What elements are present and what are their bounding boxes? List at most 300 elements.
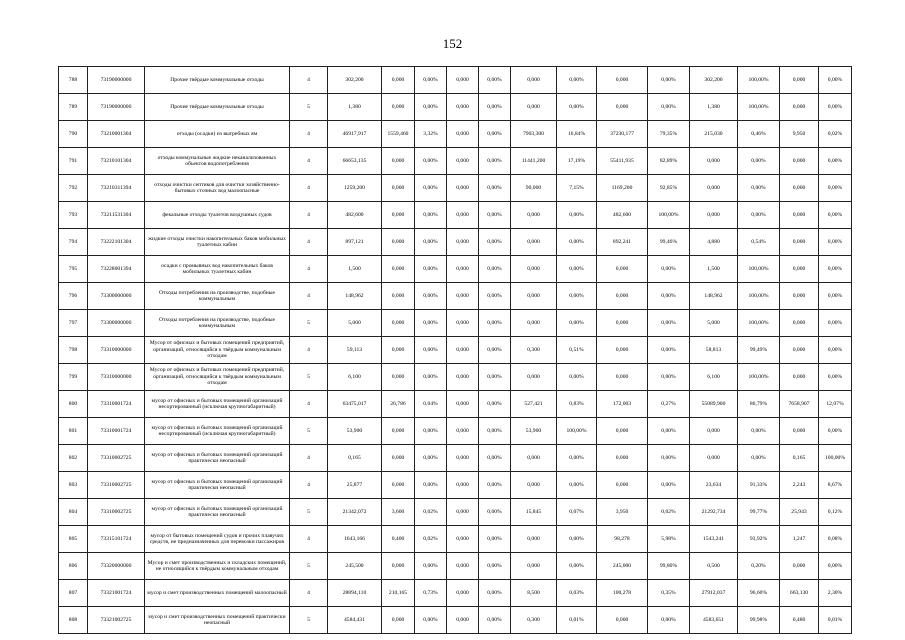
row-number-cell: 795 bbox=[59, 256, 88, 283]
amount-5-cell: 0,000 bbox=[597, 445, 648, 472]
percent-5-cell: 0,00% bbox=[648, 256, 690, 283]
amount-4-cell: 15,845 bbox=[511, 499, 557, 526]
percent-6-cell: 0,00% bbox=[738, 418, 780, 445]
percent-3-cell: 0,00% bbox=[479, 418, 511, 445]
percent-5-cell: 82,89% bbox=[648, 148, 690, 175]
waste-name-cell: мусор от бытовых помещений судов и прочих плавучих средств, не предназначенных для перевозки пассажиров bbox=[145, 526, 290, 553]
amount-4-cell: 8,500 bbox=[511, 580, 557, 607]
waste-name-cell: Мусор и смет производственных и складских помещений, не относящийся к твёрдым коммунальным отходам bbox=[145, 553, 290, 580]
percent-6-cell: 0,00% bbox=[738, 445, 780, 472]
percent-2-cell: 0,00% bbox=[415, 256, 447, 283]
percent-6-cell: 100,00% bbox=[738, 310, 780, 337]
waste-code-cell: 73310001724 bbox=[88, 391, 145, 418]
percent-3-cell: 0,00% bbox=[479, 337, 511, 364]
amount-4-cell: 0,000 bbox=[511, 553, 557, 580]
amount-3-cell: 0,000 bbox=[447, 607, 479, 634]
percent-7-cell: 0,00% bbox=[819, 67, 852, 94]
percent-6-cell: 0,00% bbox=[738, 148, 780, 175]
amount-6-cell: 0,000 bbox=[690, 445, 738, 472]
percent-5-cell: 0,00% bbox=[648, 283, 690, 310]
percent-3-cell: 0,00% bbox=[479, 67, 511, 94]
percent-2-cell: 0,00% bbox=[415, 175, 447, 202]
amount-3-cell: 0,000 bbox=[447, 67, 479, 94]
percent-3-cell: 0,00% bbox=[479, 526, 511, 553]
percent-5-cell: 0,00% bbox=[648, 418, 690, 445]
hazard-class-cell: 4 bbox=[290, 175, 328, 202]
amount-7-cell: 0,000 bbox=[780, 553, 819, 580]
amount-3-cell: 0,000 bbox=[447, 418, 479, 445]
amount-7-cell: 0,000 bbox=[780, 283, 819, 310]
percent-3-cell: 0,00% bbox=[479, 472, 511, 499]
percent-3-cell: 0,00% bbox=[479, 94, 511, 121]
total-amount-cell: 897,121 bbox=[328, 229, 382, 256]
percent-2-cell: 0,00% bbox=[415, 553, 447, 580]
amount-7-cell: 0,000 bbox=[780, 337, 819, 364]
waste-code-cell: 73321002725 bbox=[88, 607, 145, 634]
row-number-cell: 805 bbox=[59, 526, 88, 553]
total-amount-cell: 302,200 bbox=[328, 67, 382, 94]
amount-7-cell: 25,943 bbox=[780, 499, 819, 526]
row-number-cell: 794 bbox=[59, 229, 88, 256]
hazard-class-cell: 5 bbox=[290, 553, 328, 580]
percent-5-cell: 0,00% bbox=[648, 445, 690, 472]
amount-3-cell: 0,000 bbox=[447, 553, 479, 580]
hazard-class-cell: 4 bbox=[290, 445, 328, 472]
total-amount-cell: 21342,072 bbox=[328, 499, 382, 526]
percent-4-cell: 0,00% bbox=[557, 229, 597, 256]
percent-6-cell: 0,54% bbox=[738, 229, 780, 256]
amount-7-cell: 0,000 bbox=[780, 148, 819, 175]
percent-5-cell: 99,46% bbox=[648, 229, 690, 256]
waste-table bbox=[58, 66, 852, 634]
amount-6-cell: 55089,900 bbox=[690, 391, 738, 418]
percent-5-cell: 0,00% bbox=[648, 310, 690, 337]
waste-name-cell: мусор от офисных и бытовых помещений организаций практически неопасный bbox=[145, 499, 290, 526]
waste-name-cell: Мусор от офисных и бытовых помещений предприятий, организаций, относящийся к твёрдым коммунальным отходам bbox=[145, 337, 290, 364]
amount-3-cell: 0,000 bbox=[447, 256, 479, 283]
table-row bbox=[59, 472, 852, 499]
row-number-cell: 793 bbox=[59, 202, 88, 229]
amount-3-cell: 0,000 bbox=[447, 94, 479, 121]
percent-2-cell: 3,32% bbox=[415, 121, 447, 148]
percent-6-cell: 96,60% bbox=[738, 580, 780, 607]
percent-7-cell: 0,00% bbox=[819, 148, 852, 175]
amount-5-cell: 0,000 bbox=[597, 256, 648, 283]
amount-2-cell: 26,786 bbox=[382, 391, 415, 418]
percent-5-cell: 0,35% bbox=[648, 580, 690, 607]
percent-2-cell: 0,00% bbox=[415, 337, 447, 364]
amount-5-cell: 55411,935 bbox=[597, 148, 648, 175]
amount-6-cell: 0,000 bbox=[690, 175, 738, 202]
percent-3-cell: 0,00% bbox=[479, 607, 511, 634]
waste-name-cell: фекальные отходы туалетов воздушных судов bbox=[145, 202, 290, 229]
row-number-cell: 803 bbox=[59, 472, 88, 499]
percent-4-cell: 100,00% bbox=[557, 418, 597, 445]
percent-6-cell: 0,00% bbox=[738, 202, 780, 229]
hazard-class-cell: 4 bbox=[290, 472, 328, 499]
row-number-cell: 792 bbox=[59, 175, 88, 202]
percent-2-cell: 0,00% bbox=[415, 364, 447, 391]
percent-4-cell: 0,83% bbox=[557, 391, 597, 418]
amount-2-cell: 0,000 bbox=[382, 283, 415, 310]
waste-name-cell: отходы коммунальные жидкие неканализованных объектов водопотребления bbox=[145, 148, 290, 175]
amount-4-cell: 527,421 bbox=[511, 391, 557, 418]
amount-7-cell: 663,130 bbox=[780, 580, 819, 607]
amount-5-cell: 245,000 bbox=[597, 553, 648, 580]
hazard-class-cell: 4 bbox=[290, 337, 328, 364]
table-row bbox=[59, 418, 852, 445]
percent-3-cell: 0,00% bbox=[479, 148, 511, 175]
percent-5-cell: 0,00% bbox=[648, 67, 690, 94]
percent-7-cell: 0,00% bbox=[819, 364, 852, 391]
percent-3-cell: 0,00% bbox=[479, 256, 511, 283]
waste-name-cell: Прочие твёрдые коммунальные отходы bbox=[145, 67, 290, 94]
amount-5-cell: 0,000 bbox=[597, 283, 648, 310]
row-number-cell: 801 bbox=[59, 418, 88, 445]
amount-4-cell: 0,000 bbox=[511, 472, 557, 499]
total-amount-cell: 4584,431 bbox=[328, 607, 382, 634]
percent-7-cell: 0,00% bbox=[819, 256, 852, 283]
amount-2-cell: 0,000 bbox=[382, 445, 415, 472]
amount-4-cell: 0,000 bbox=[511, 445, 557, 472]
percent-7-cell: 0,01% bbox=[819, 607, 852, 634]
row-number-cell: 791 bbox=[59, 148, 88, 175]
amount-5-cell: 37230,177 bbox=[597, 121, 648, 148]
percent-5-cell: 5,98% bbox=[648, 526, 690, 553]
percent-4-cell: 0,01% bbox=[557, 607, 597, 634]
amount-2-cell: 0,000 bbox=[382, 337, 415, 364]
amount-2-cell: 0,000 bbox=[382, 418, 415, 445]
amount-7-cell: 0,000 bbox=[780, 310, 819, 337]
amount-4-cell: 11441,200 bbox=[511, 148, 557, 175]
amount-4-cell: 0,000 bbox=[511, 256, 557, 283]
amount-2-cell: 0,000 bbox=[382, 607, 415, 634]
hazard-class-cell: 4 bbox=[290, 67, 328, 94]
amount-7-cell: 0,000 bbox=[780, 67, 819, 94]
total-amount-cell: 59,113 bbox=[328, 337, 382, 364]
amount-6-cell: 4583,651 bbox=[690, 607, 738, 634]
total-amount-cell: 25,877 bbox=[328, 472, 382, 499]
percent-7-cell: 0,00% bbox=[819, 418, 852, 445]
hazard-class-cell: 4 bbox=[290, 283, 328, 310]
amount-2-cell: 210,165 bbox=[382, 580, 415, 607]
amount-6-cell: 1,500 bbox=[690, 256, 738, 283]
amount-4-cell: 7903,300 bbox=[511, 121, 557, 148]
amount-5-cell: 0,000 bbox=[597, 472, 648, 499]
row-number-cell: 807 bbox=[59, 580, 88, 607]
percent-6-cell: 99,98% bbox=[738, 607, 780, 634]
percent-4-cell: 0,51% bbox=[557, 337, 597, 364]
amount-7-cell: 2,243 bbox=[780, 472, 819, 499]
row-number-cell: 806 bbox=[59, 553, 88, 580]
total-amount-cell: 245,500 bbox=[328, 553, 382, 580]
amount-4-cell: 0,300 bbox=[511, 337, 557, 364]
row-number-cell: 788 bbox=[59, 67, 88, 94]
waste-name-cell: Мусор от офисных и бытовых помещений предприятий, организаций, относящийся к твёрдым коммунальным отходам bbox=[145, 364, 290, 391]
amount-7-cell: 0,480 bbox=[780, 607, 819, 634]
percent-4-cell: 16,84% bbox=[557, 121, 597, 148]
percent-4-cell: 0,00% bbox=[557, 94, 597, 121]
percent-4-cell: 0,07% bbox=[557, 499, 597, 526]
percent-7-cell: 12,07% bbox=[819, 391, 852, 418]
total-amount-cell: 148,962 bbox=[328, 283, 382, 310]
amount-2-cell: 0,000 bbox=[382, 310, 415, 337]
table-row bbox=[59, 229, 852, 256]
percent-3-cell: 0,00% bbox=[479, 553, 511, 580]
percent-6-cell: 100,00% bbox=[738, 283, 780, 310]
percent-6-cell: 93,92% bbox=[738, 526, 780, 553]
row-number-cell: 800 bbox=[59, 391, 88, 418]
amount-2-cell: 1559,460 bbox=[382, 121, 415, 148]
hazard-class-cell: 4 bbox=[290, 148, 328, 175]
percent-7-cell: 0,00% bbox=[819, 337, 852, 364]
waste-name-cell: жидкие отходы очистки накопительных баков мобильных туалетных кабин bbox=[145, 229, 290, 256]
percent-2-cell: 0,02% bbox=[415, 526, 447, 553]
percent-7-cell: 0,00% bbox=[819, 229, 852, 256]
percent-5-cell: 100,00% bbox=[648, 202, 690, 229]
percent-2-cell: 0,02% bbox=[415, 499, 447, 526]
amount-4-cell: 0,000 bbox=[511, 229, 557, 256]
waste-name-cell: Прочие твёрдые коммунальные отходы bbox=[145, 94, 290, 121]
percent-6-cell: 100,00% bbox=[738, 67, 780, 94]
percent-4-cell: 0,00% bbox=[557, 283, 597, 310]
table-row bbox=[59, 553, 852, 580]
percent-7-cell: 0,00% bbox=[819, 283, 852, 310]
percent-5-cell: 0,02% bbox=[648, 499, 690, 526]
percent-2-cell: 0,00% bbox=[415, 418, 447, 445]
percent-2-cell: 0,04% bbox=[415, 391, 447, 418]
amount-5-cell: 0,000 bbox=[597, 607, 648, 634]
hazard-class-cell: 4 bbox=[290, 121, 328, 148]
percent-2-cell: 0,73% bbox=[415, 580, 447, 607]
waste-name-cell: осадки с промывных вод накопительных баков мобильных туалетных кабин bbox=[145, 256, 290, 283]
total-amount-cell: 0,165 bbox=[328, 445, 382, 472]
table-row bbox=[59, 175, 852, 202]
waste-code-cell: 73315101724 bbox=[88, 526, 145, 553]
amount-3-cell: 0,000 bbox=[447, 445, 479, 472]
hazard-class-cell: 4 bbox=[290, 256, 328, 283]
percent-4-cell: 7,15% bbox=[557, 175, 597, 202]
amount-2-cell: 3,600 bbox=[382, 499, 415, 526]
amount-2-cell: 0,000 bbox=[382, 229, 415, 256]
amount-6-cell: 0,000 bbox=[690, 148, 738, 175]
percent-4-cell: 0,00% bbox=[557, 364, 597, 391]
amount-6-cell: 4,880 bbox=[690, 229, 738, 256]
percent-7-cell: 100,00% bbox=[819, 445, 852, 472]
percent-6-cell: 99,77% bbox=[738, 499, 780, 526]
amount-5-cell: 98,278 bbox=[597, 526, 648, 553]
row-number-cell: 797 bbox=[59, 310, 88, 337]
waste-code-cell: 73310000000 bbox=[88, 337, 145, 364]
amount-3-cell: 0,000 bbox=[447, 310, 479, 337]
table-row bbox=[59, 580, 852, 607]
waste-code-cell: 73310002725 bbox=[88, 472, 145, 499]
total-amount-cell: 482,600 bbox=[328, 202, 382, 229]
amount-3-cell: 0,000 bbox=[447, 229, 479, 256]
amount-6-cell: 148,962 bbox=[690, 283, 738, 310]
amount-7-cell: 9,950 bbox=[780, 121, 819, 148]
waste-code-cell: 73210311394 bbox=[88, 175, 145, 202]
percent-2-cell: 0,00% bbox=[415, 472, 447, 499]
hazard-class-cell: 5 bbox=[290, 418, 328, 445]
table-row bbox=[59, 121, 852, 148]
hazard-class-cell: 4 bbox=[290, 526, 328, 553]
amount-7-cell: 7658,907 bbox=[780, 391, 819, 418]
percent-2-cell: 0,00% bbox=[415, 445, 447, 472]
amount-2-cell: 0,000 bbox=[382, 256, 415, 283]
amount-2-cell: 0,000 bbox=[382, 67, 415, 94]
percent-2-cell: 0,00% bbox=[415, 607, 447, 634]
hazard-class-cell: 5 bbox=[290, 94, 328, 121]
percent-4-cell: 17,19% bbox=[557, 148, 597, 175]
hazard-class-cell: 5 bbox=[290, 499, 328, 526]
amount-4-cell: 53,900 bbox=[511, 418, 557, 445]
table-row bbox=[59, 202, 852, 229]
table-row bbox=[59, 256, 852, 283]
row-number-cell: 802 bbox=[59, 445, 88, 472]
amount-7-cell: 0,000 bbox=[780, 364, 819, 391]
percent-5-cell: 0,00% bbox=[648, 364, 690, 391]
amount-5-cell: 0,000 bbox=[597, 364, 648, 391]
percent-4-cell: 0,00% bbox=[557, 256, 597, 283]
hazard-class-cell: 5 bbox=[290, 364, 328, 391]
row-number-cell: 789 bbox=[59, 94, 88, 121]
waste-code-cell: 73190000000 bbox=[88, 94, 145, 121]
amount-6-cell: 6,100 bbox=[690, 364, 738, 391]
amount-7-cell: 0,000 bbox=[780, 229, 819, 256]
table-row bbox=[59, 283, 852, 310]
percent-3-cell: 0,00% bbox=[479, 391, 511, 418]
percent-3-cell: 0,00% bbox=[479, 229, 511, 256]
total-amount-cell: 1,380 bbox=[328, 94, 382, 121]
percent-7-cell: 0,00% bbox=[819, 175, 852, 202]
hazard-class-cell: 4 bbox=[290, 580, 328, 607]
waste-code-cell: 73210001304 bbox=[88, 121, 145, 148]
amount-7-cell: 1,247 bbox=[780, 526, 819, 553]
percent-3-cell: 0,00% bbox=[479, 580, 511, 607]
amount-6-cell: 0,000 bbox=[690, 202, 738, 229]
total-amount-cell: 6,100 bbox=[328, 364, 382, 391]
waste-code-cell: 73310002725 bbox=[88, 499, 145, 526]
waste-name-cell: мусор от офисных и бытовых помещений организаций несортированный (исключая крупногабаритный) bbox=[145, 391, 290, 418]
amount-4-cell: 0,000 bbox=[511, 94, 557, 121]
waste-name-cell: мусор от офисных и бытовых помещений организаций практически неопасный bbox=[145, 445, 290, 472]
waste-code-cell: 73310000000 bbox=[88, 364, 145, 391]
percent-3-cell: 0,00% bbox=[479, 364, 511, 391]
amount-7-cell: 0,000 bbox=[780, 94, 819, 121]
amount-5-cell: 892,241 bbox=[597, 229, 648, 256]
amount-4-cell: 0,000 bbox=[511, 202, 557, 229]
amount-6-cell: 5,000 bbox=[690, 310, 738, 337]
percent-2-cell: 0,00% bbox=[415, 148, 447, 175]
percent-6-cell: 0,46% bbox=[738, 121, 780, 148]
waste-code-cell: 73310001724 bbox=[88, 418, 145, 445]
total-amount-cell: 28894,110 bbox=[328, 580, 382, 607]
amount-2-cell: 0,000 bbox=[382, 175, 415, 202]
amount-5-cell: 482,600 bbox=[597, 202, 648, 229]
amount-7-cell: 0,000 bbox=[780, 175, 819, 202]
waste-name-cell: отходы очистки септиков для очистки хозяйственно-бытовых сточных вод малоопасные bbox=[145, 175, 290, 202]
waste-code-cell: 73300000000 bbox=[88, 283, 145, 310]
percent-4-cell: 0,00% bbox=[557, 202, 597, 229]
amount-6-cell: 1543,241 bbox=[690, 526, 738, 553]
percent-4-cell: 0,00% bbox=[557, 526, 597, 553]
total-amount-cell: 53,900 bbox=[328, 418, 382, 445]
amount-6-cell: 27912,037 bbox=[690, 580, 738, 607]
amount-5-cell: 0,000 bbox=[597, 94, 648, 121]
percent-2-cell: 0,00% bbox=[415, 229, 447, 256]
waste-name-cell: мусор от офисных и бытовых помещений организаций несортированный (исключая крупногабаритный) bbox=[145, 418, 290, 445]
amount-5-cell: 172,003 bbox=[597, 391, 648, 418]
hazard-class-cell: 4 bbox=[290, 202, 328, 229]
amount-5-cell: 0,000 bbox=[597, 310, 648, 337]
percent-7-cell: 0,12% bbox=[819, 499, 852, 526]
total-amount-cell: 1259,200 bbox=[328, 175, 382, 202]
table-row bbox=[59, 391, 852, 418]
percent-6-cell: 100,00% bbox=[738, 364, 780, 391]
row-number-cell: 796 bbox=[59, 283, 88, 310]
total-amount-cell: 66653,135 bbox=[328, 148, 382, 175]
total-amount-cell: 63475,017 bbox=[328, 391, 382, 418]
amount-3-cell: 0,000 bbox=[447, 499, 479, 526]
amount-3-cell: 0,000 bbox=[447, 364, 479, 391]
percent-5-cell: 0,00% bbox=[648, 337, 690, 364]
amount-4-cell: 0,000 bbox=[511, 283, 557, 310]
percent-3-cell: 0,00% bbox=[479, 175, 511, 202]
hazard-class-cell: 5 bbox=[290, 607, 328, 634]
percent-7-cell: 0,00% bbox=[819, 202, 852, 229]
row-number-cell: 804 bbox=[59, 499, 88, 526]
amount-3-cell: 0,000 bbox=[447, 526, 479, 553]
amount-4-cell: 0,000 bbox=[511, 364, 557, 391]
table-row bbox=[59, 67, 852, 94]
table-body bbox=[59, 67, 852, 634]
amount-6-cell: 1,380 bbox=[690, 94, 738, 121]
amount-2-cell: 0,000 bbox=[382, 472, 415, 499]
percent-3-cell: 0,00% bbox=[479, 445, 511, 472]
waste-name-cell: отходы (осадки) из выгребных ям bbox=[145, 121, 290, 148]
amount-6-cell: 23,634 bbox=[690, 472, 738, 499]
percent-7-cell: 0,08% bbox=[819, 526, 852, 553]
amount-3-cell: 0,000 bbox=[447, 121, 479, 148]
hazard-class-cell: 5 bbox=[290, 310, 328, 337]
amount-2-cell: 0,000 bbox=[382, 202, 415, 229]
waste-name-cell: мусор и смет производственных помещений малоопасный bbox=[145, 580, 290, 607]
waste-code-cell: 73320000000 bbox=[88, 553, 145, 580]
table-row bbox=[59, 445, 852, 472]
amount-7-cell: 0,000 bbox=[780, 256, 819, 283]
amount-4-cell: 0,000 bbox=[511, 310, 557, 337]
row-number-cell: 808 bbox=[59, 607, 88, 634]
percent-5-cell: 99,80% bbox=[648, 553, 690, 580]
percent-2-cell: 0,00% bbox=[415, 94, 447, 121]
total-amount-cell: 1,500 bbox=[328, 256, 382, 283]
waste-code-cell: 73190000000 bbox=[88, 67, 145, 94]
table-row bbox=[59, 148, 852, 175]
table-row bbox=[59, 526, 852, 553]
percent-6-cell: 91,33% bbox=[738, 472, 780, 499]
table-row bbox=[59, 499, 852, 526]
percent-2-cell: 0,00% bbox=[415, 202, 447, 229]
percent-7-cell: 0,00% bbox=[819, 94, 852, 121]
waste-code-cell: 73211531304 bbox=[88, 202, 145, 229]
total-amount-cell: 5,000 bbox=[328, 310, 382, 337]
table-row bbox=[59, 310, 852, 337]
table-row bbox=[59, 337, 852, 364]
table-row bbox=[59, 607, 852, 634]
amount-5-cell: 1169,200 bbox=[597, 175, 648, 202]
row-number-cell: 799 bbox=[59, 364, 88, 391]
